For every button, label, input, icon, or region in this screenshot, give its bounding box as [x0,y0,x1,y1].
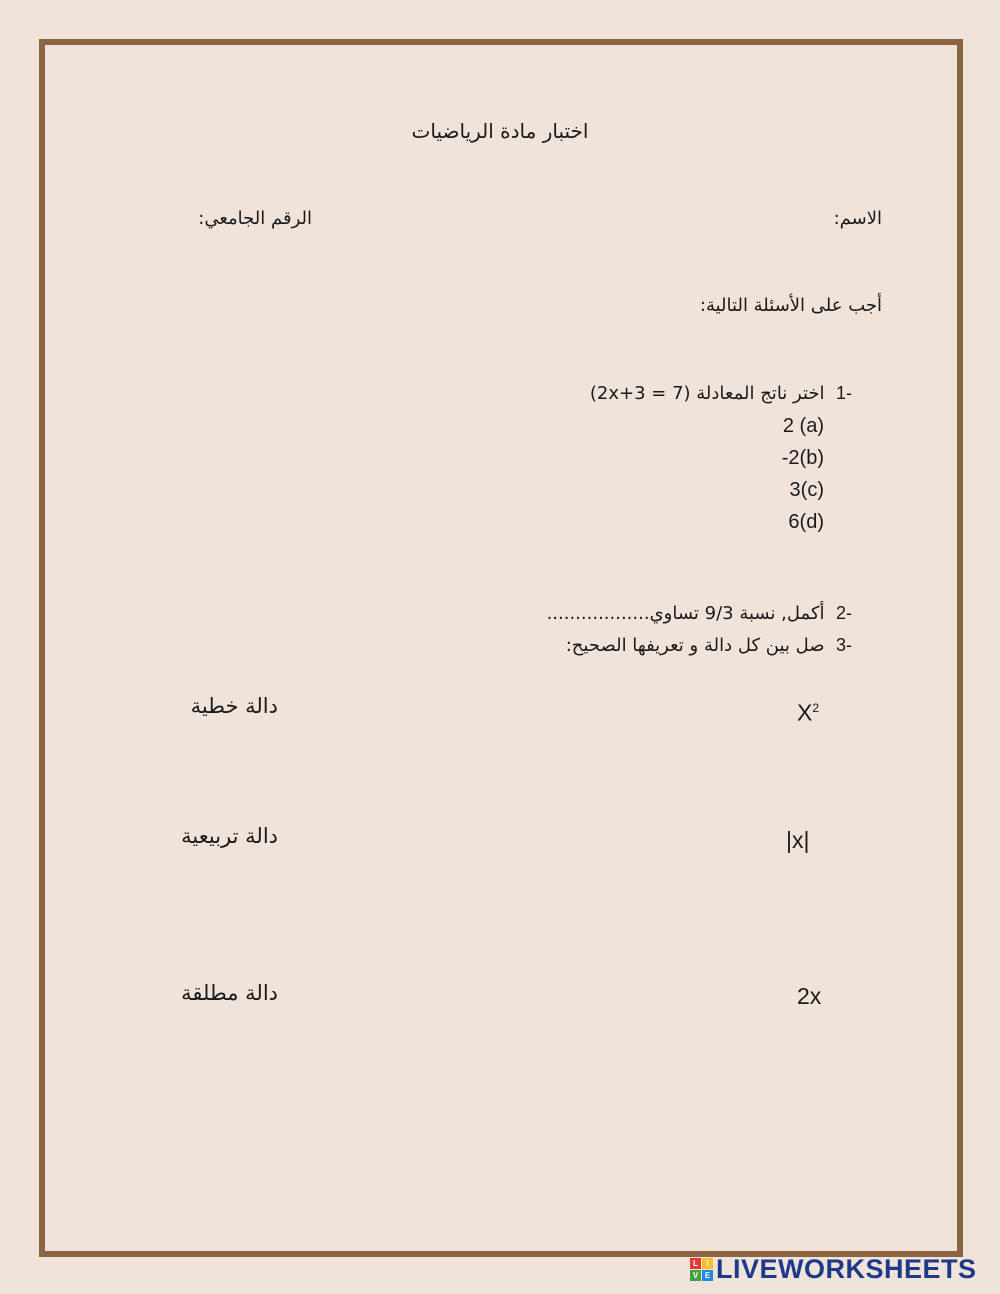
match-x-squared[interactable] [797,697,819,724]
question-2-text: أكمل, نسبة 9/3 تساوي.................. [546,603,825,624]
question-3-text: صل بين كل دالة و تعريفها الصحيح: [565,635,825,656]
question-1-text: اختر ناتج المعادلة (7 = 2x+3) [589,383,825,404]
logo-mark-letter: V [690,1270,701,1281]
logo-mark-letter: L [690,1258,701,1269]
liveworksheets-logo-text: LIVEWORKSHEETS [716,1253,977,1284]
x-squared-base: X [797,699,813,726]
logo-mark-letter: E [702,1270,713,1281]
question-3 [566,634,852,657]
x-squared-exponent: 2 [812,701,820,715]
liveworksheets-logo-mark [690,1258,713,1281]
match-abs-x[interactable]: |x| [786,827,810,853]
choice-a[interactable]: 2 (a) [782,415,824,437]
match-linear-function[interactable]: دالة خطية [190,694,278,718]
question-1-number: -1 [835,383,852,403]
choice-c[interactable]: 3(c) [789,479,824,501]
question-2-number: -2 [835,603,852,623]
match-absolute-function[interactable]: دالة مطلقة [181,981,278,1005]
name-label: الاسم: [833,208,882,229]
choice-d[interactable]: 6(d) [788,511,824,533]
logo-mark-letter: I [702,1258,713,1269]
instructions: أجب على الأسئلة التالية: [699,295,882,316]
page-title: اختبار مادة الرياضيات [411,119,589,143]
student-id-label: الرقم الجامعي: [198,208,312,229]
choice-b[interactable]: -2(b) [781,447,824,469]
question-3-number: -3 [835,635,852,655]
match-quadratic-function[interactable]: دالة تربيعية [181,824,278,848]
match-2x[interactable]: 2x [797,983,822,1009]
liveworksheets-logo [690,1254,977,1284]
question-2 [547,602,852,625]
question-1 [590,382,852,405]
